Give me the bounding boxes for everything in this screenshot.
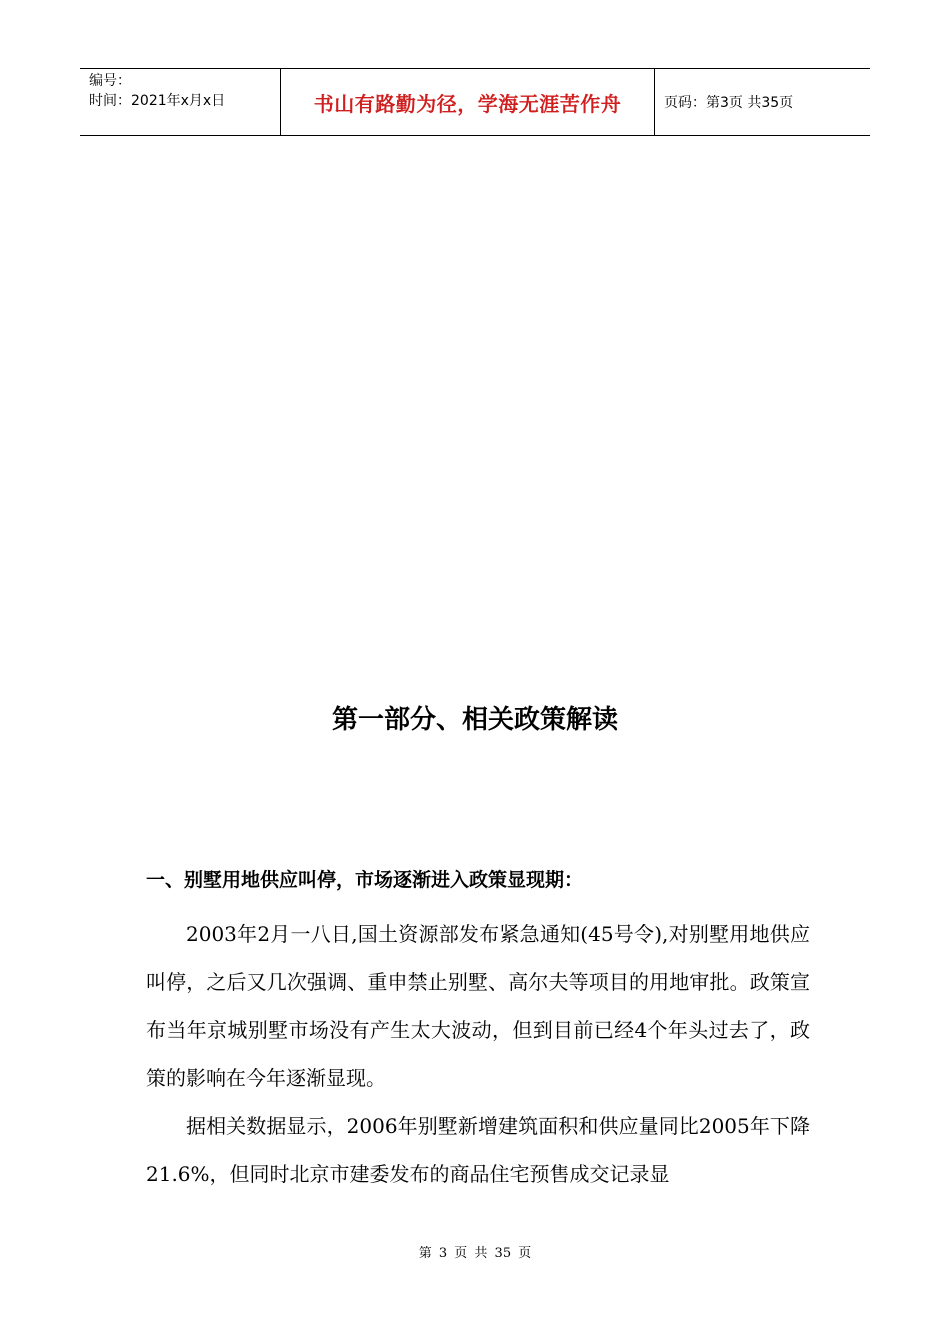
section-title: 第一部分、相关政策解读: [331, 705, 618, 735]
page-header: [80, 68, 870, 136]
document-number-label: 编号：: [89, 73, 131, 89]
paragraph-2: 据相关数据显示，2006年别墅新增建筑面积和供应量同比2005年下降21.6%，但同时北京市建委发布的商品住宅预售成交记录显: [146, 1114, 810, 1186]
paragraph-1: 2003年2月一八日,国土资源部发布紧急通知(45号令),对别墅用地供应叫停，之后又几次强调、重申禁止别墅、高尔夫等项目的用地审批。政策宣布当年京城别墅市场没有产生太大波动，但到目前已经4个年头过去了，政策的影响在今年逐渐显现。: [146, 922, 810, 1090]
header-motto: 书山有路勤为径，学海无涯苦作舟: [281, 69, 655, 135]
header-page-info: 页码：第3页 共35页: [664, 95, 794, 111]
document-time-label: 时间：2021年x月x日: [89, 93, 226, 109]
header-meta-cell: [80, 69, 281, 135]
page-footer: 第 3 页 共 35 页: [418, 1246, 532, 1261]
body-text: [146, 910, 810, 1198]
subheading: 一、别墅用地供应叫停，市场逐渐进入政策显现期：: [146, 869, 584, 891]
